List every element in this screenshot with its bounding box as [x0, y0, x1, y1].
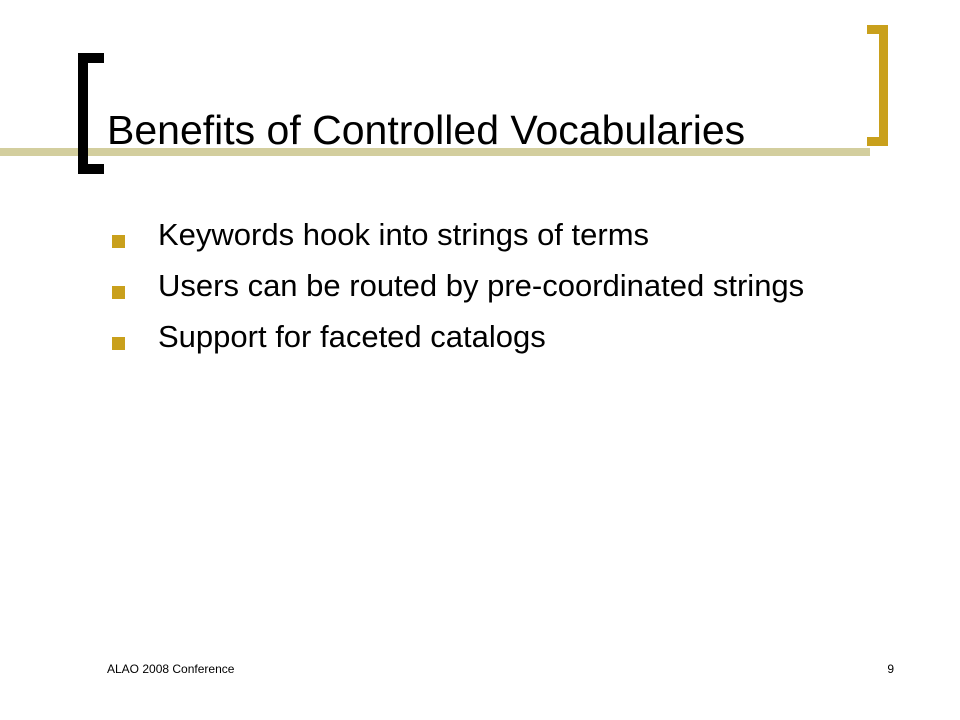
- bullet-text: Support for faceted catalogs: [158, 319, 546, 354]
- bullet-text: Users can be routed by pre-coordinated strings: [158, 268, 805, 303]
- right-bracket-bar: [879, 25, 888, 146]
- slide-page-number: 9: [887, 662, 894, 676]
- bullet-list: [112, 216, 852, 369]
- left-bracket-bar: [78, 53, 88, 174]
- bullet-item: [112, 267, 852, 304]
- left-bracket-top: [78, 53, 104, 63]
- square-bullet-icon: [112, 235, 125, 248]
- square-bullet-icon: [112, 337, 125, 350]
- right-bracket-bottom: [867, 137, 888, 146]
- left-bracket-bottom: [78, 164, 104, 174]
- right-bracket-top: [867, 25, 888, 34]
- bullet-item: [112, 318, 852, 355]
- bullet-item: [112, 216, 852, 253]
- footer-text: ALAO 2008 Conference: [107, 662, 235, 676]
- slide-title: Benefits of Controlled Vocabularies: [107, 107, 746, 153]
- bullet-text: Keywords hook into strings of terms: [158, 217, 650, 252]
- square-bullet-icon: [112, 286, 125, 299]
